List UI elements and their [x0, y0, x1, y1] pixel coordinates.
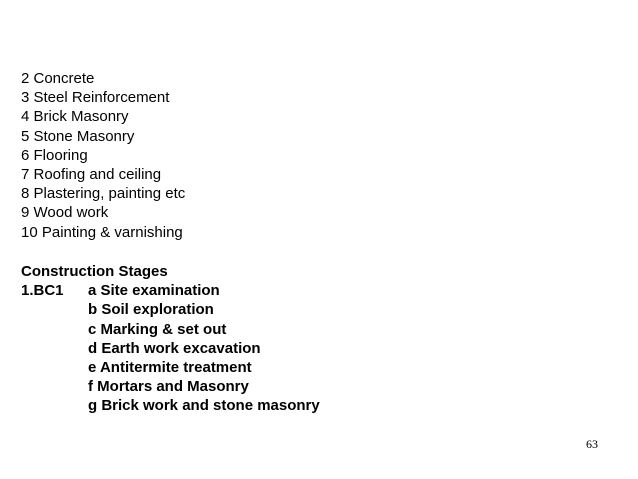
- page-number: 63: [586, 437, 598, 451]
- topic-item: 4 Brick Masonry: [21, 108, 129, 126]
- topic-item: 9 Wood work: [21, 204, 109, 222]
- stage-item: e Antitermite treatment: [88, 359, 252, 377]
- construction-stages-section: [21, 262, 320, 416]
- section-heading: Construction Stages: [21, 263, 168, 280]
- topic-item: 6 Flooring: [21, 146, 88, 164]
- topic-item: 5 Stone Masonry: [21, 127, 135, 145]
- stage-item: a Site examination: [88, 282, 220, 300]
- stage-item: f Mortars and Masonry: [88, 378, 249, 396]
- stage-code: 1.BC1: [21, 282, 64, 300]
- topic-list: [21, 69, 185, 242]
- stage-group: [21, 281, 320, 415]
- topic-item: 2 Concrete: [21, 70, 95, 87]
- stage-item: b Soil exploration: [88, 301, 214, 319]
- topic-item: 3 Steel Reinforcement: [21, 89, 170, 107]
- stage-item: c Marking & set out: [88, 320, 227, 338]
- topic-item: 7 Roofing and ceiling: [21, 166, 162, 184]
- stage-item: d Earth work excavation: [88, 339, 261, 357]
- topic-item: 10 Painting & varnishing: [21, 223, 183, 241]
- stage-item: g Brick work and stone masonry: [88, 397, 320, 415]
- stage-item-list: [88, 281, 320, 415]
- topic-item: 8 Plastering, painting etc: [21, 185, 186, 203]
